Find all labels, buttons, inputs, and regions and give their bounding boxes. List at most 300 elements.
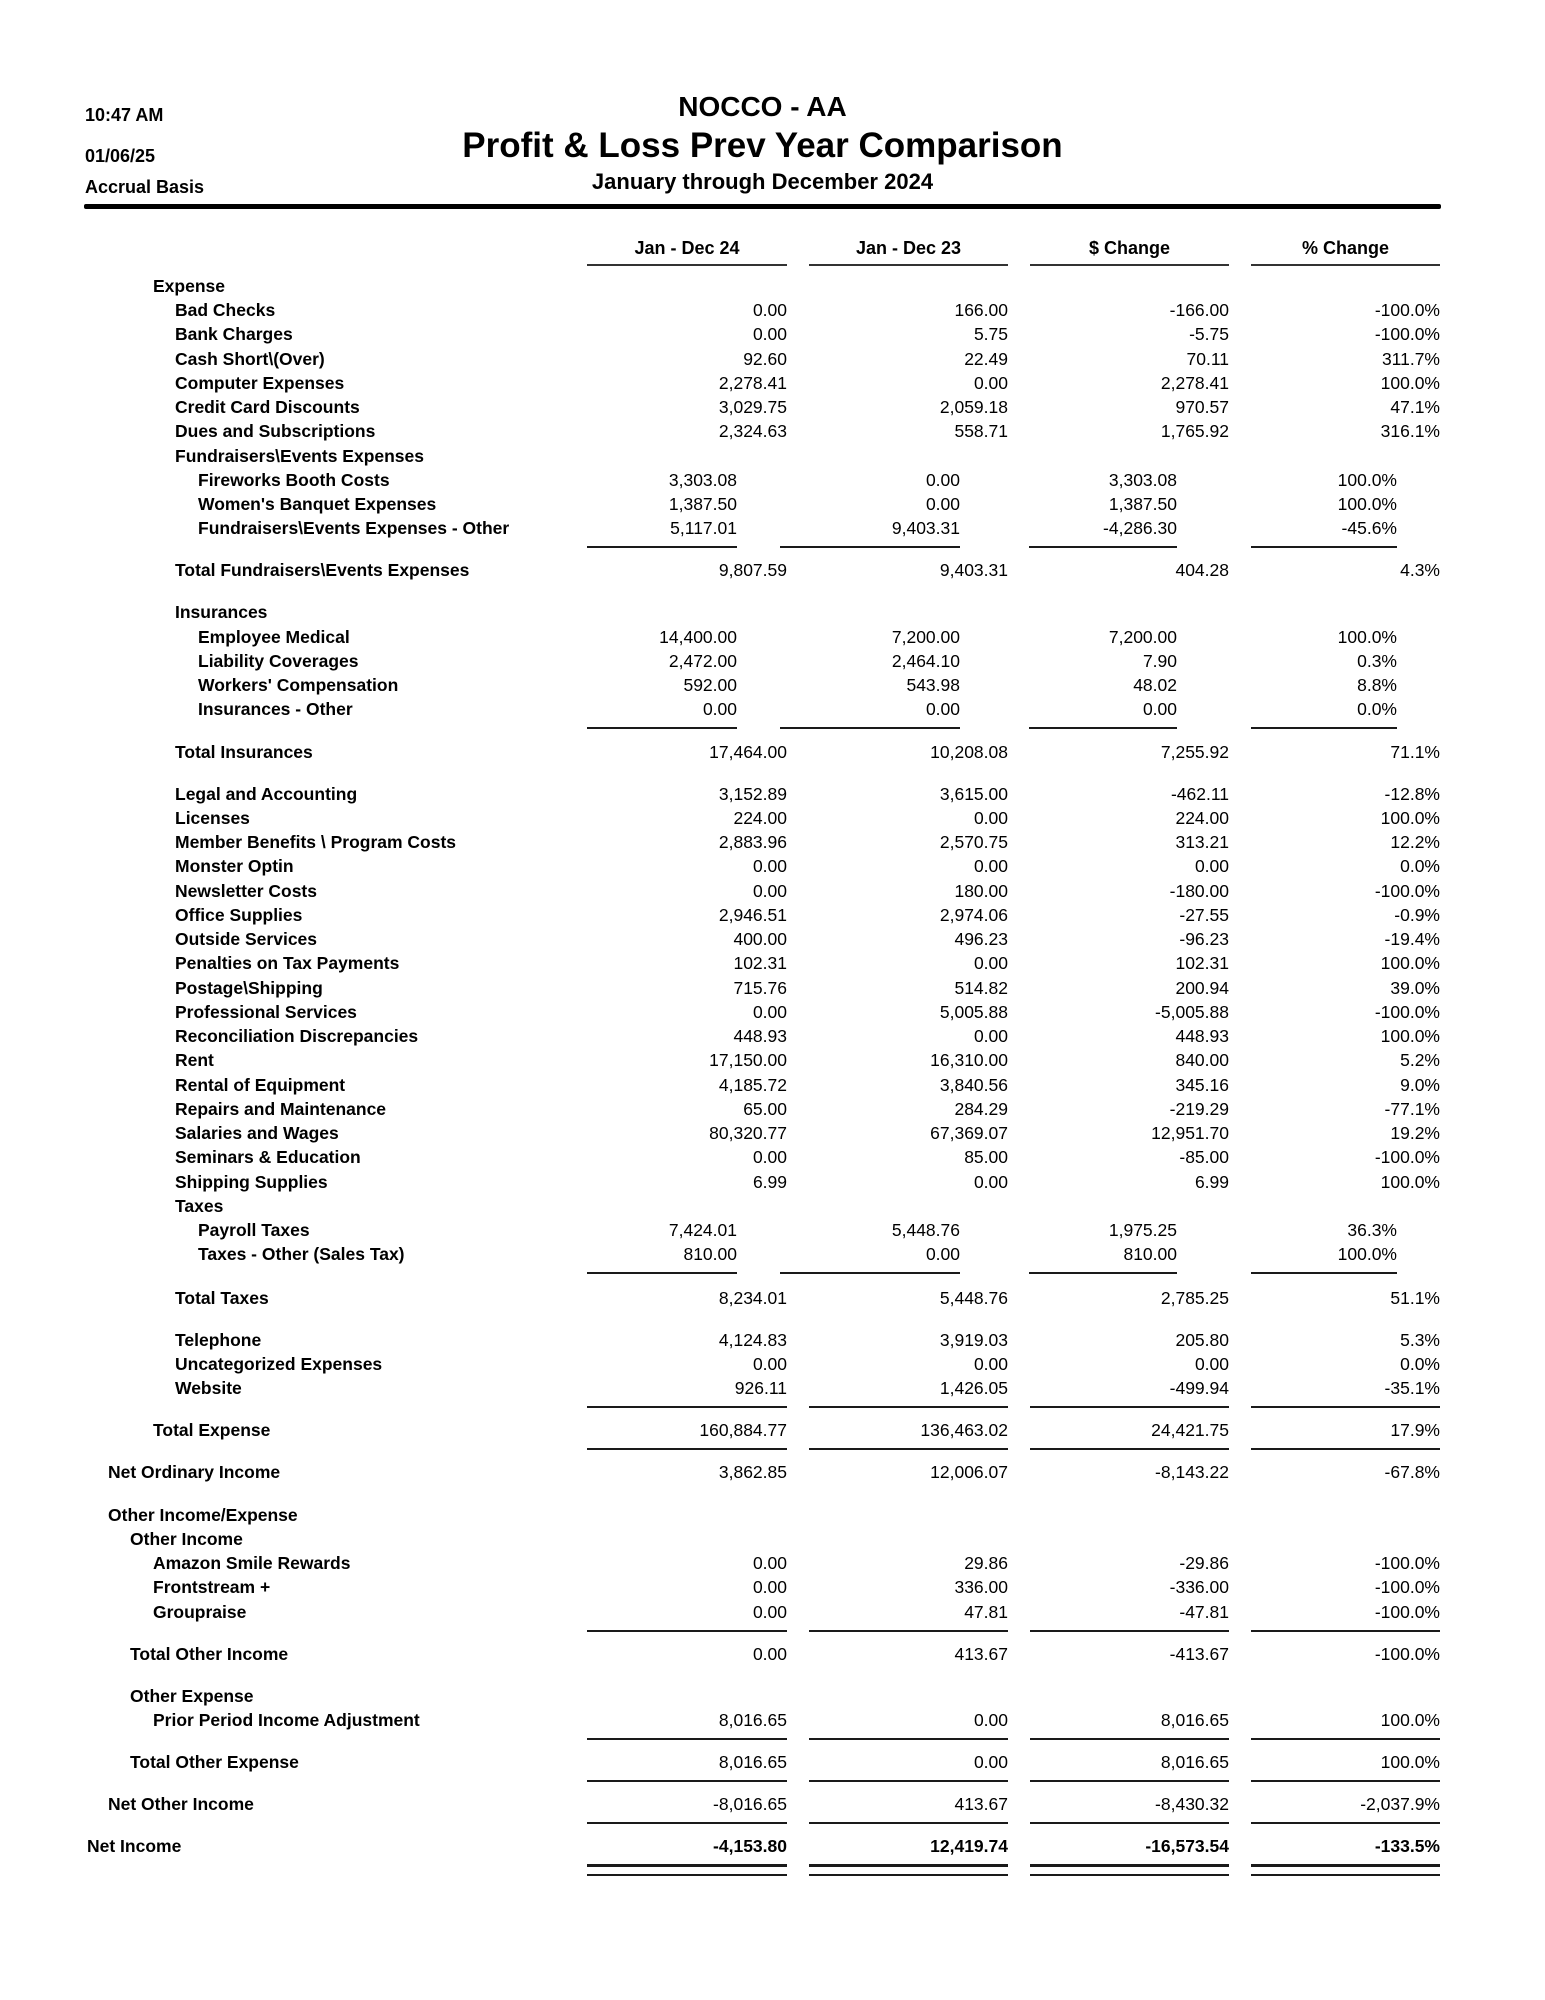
cell-jan-dec-24: 92.60 [743,349,787,369]
row-label: Telephone [175,1330,262,1350]
subtotal-underline [1251,1406,1440,1408]
cell-jan-dec-23: 166.00 [954,300,1008,320]
section-header-row [0,600,1545,624]
section-header-row [0,444,1545,468]
cell-percent-change: -2,037.9% [1360,1794,1440,1814]
cell-jan-dec-23: 0.00 [973,1172,1008,1192]
cell-percent-change: 12.2% [1390,832,1440,852]
row-label: Amazon Smile Rewards [153,1553,351,1573]
cell-jan-dec-24: 102.31 [733,953,787,973]
cell-jan-dec-24: 5,117.01 [670,518,737,538]
report-row [0,673,1545,697]
cell-jan-dec-23: 47.81 [964,1602,1008,1622]
subtotal-underline [587,1448,787,1450]
cell-jan-dec-23: 1,426.05 [939,1378,1008,1398]
subtotal-underline [1251,1630,1440,1632]
cell-jan-dec-24: 0.00 [752,1553,787,1573]
cell-percent-change: 36.3% [1347,1220,1397,1240]
row-label: Women's Banquet Expenses [198,494,437,514]
cell-dollar-change: 102.31 [1175,953,1229,973]
cell-dollar-change: -413.67 [1169,1644,1229,1664]
cell-jan-dec-24: 9,807.59 [718,560,787,580]
section-header-row [0,274,1545,298]
report-row [0,1145,1545,1169]
row-label: Prior Period Income Adjustment [153,1710,420,1730]
cell-jan-dec-23: 2,464.10 [891,651,960,671]
cell-jan-dec-24: 0.00 [752,1602,787,1622]
cell-percent-change: -100.0% [1374,1644,1440,1664]
cell-jan-dec-23: 85.00 [964,1147,1008,1167]
cell-jan-dec-24: 0.00 [752,1354,787,1374]
subtotal-underline [587,1630,787,1632]
report-row [0,395,1545,419]
cell-jan-dec-24: 7,424.01 [668,1220,737,1240]
cell-jan-dec-24: 65.00 [743,1099,787,1119]
cell-dollar-change: 24,421.75 [1151,1420,1229,1440]
cell-jan-dec-24: 8,016.65 [718,1752,787,1772]
row-label: Fireworks Booth Costs [198,470,390,490]
cell-percent-change: 71.1% [1390,742,1440,762]
cell-dollar-change: -16,573.54 [1145,1836,1229,1856]
cell-percent-change: -77.1% [1384,1099,1440,1119]
report-date: 01/06/25 [85,146,156,166]
report-row [0,1286,1545,1310]
row-label: Uncategorized Expenses [175,1354,383,1374]
cell-dollar-change: 970.57 [1175,397,1229,417]
column-header-underline [809,264,1008,266]
row-label: Expense [153,276,225,296]
row-label: Newsletter Costs [175,881,317,901]
row-label: Salaries and Wages [175,1123,339,1143]
cell-jan-dec-24: 4,185.72 [718,1075,787,1095]
cell-jan-dec-24: 17,150.00 [709,1050,787,1070]
row-label: Member Benefits \ Program Costs [175,832,457,852]
report-row [0,1218,1545,1242]
report-row [0,468,1545,492]
cell-jan-dec-24: 0.00 [752,1147,787,1167]
cell-jan-dec-23: 2,059.18 [939,397,1008,417]
cell-jan-dec-23: 0.00 [973,373,1008,393]
row-label: Frontstream + [153,1577,271,1597]
report-row [0,903,1545,927]
report-row [0,1600,1545,1624]
subtotal-underline [587,1822,787,1824]
row-label: Other Expense [130,1686,254,1706]
cell-dollar-change: 6.99 [1194,1172,1229,1192]
cell-jan-dec-23: 514.82 [954,978,1008,998]
cell-jan-dec-23: 0.00 [973,1354,1008,1374]
cell-jan-dec-23: 558.71 [954,421,1008,441]
subtotal-underline [809,1448,1008,1450]
column-header-dollar-change: $ Change [1088,238,1171,258]
double-underline [587,1874,787,1876]
section-header-row [0,1194,1545,1218]
row-label: Employee Medical [198,627,350,647]
cell-dollar-change: 0.00 [1142,699,1177,719]
cell-jan-dec-24: 2,472.00 [668,651,737,671]
subtotal-underline [587,546,737,548]
cell-dollar-change: 404.28 [1175,560,1229,580]
row-label: Bank Charges [175,324,293,344]
row-label: Fundraisers\Events Expenses - Other [198,518,510,538]
row-label: Total Other Income [130,1644,289,1664]
cell-percent-change: 0.0% [1400,856,1440,876]
section-header-row [0,1503,1545,1527]
subtotal-underline [1030,1822,1229,1824]
report-row [0,419,1545,443]
row-label: Rental of Equipment [175,1075,346,1095]
row-label: Computer Expenses [175,373,345,393]
report-row [0,1418,1545,1442]
row-label: Taxes [175,1196,224,1216]
subtotal-underline [1029,727,1177,729]
double-underline [1251,1874,1440,1876]
row-label: Net Ordinary Income [108,1462,281,1482]
cell-jan-dec-23: 5,448.76 [939,1288,1008,1308]
cell-jan-dec-24: 3,862.85 [718,1462,787,1482]
cell-jan-dec-24: 448.93 [733,1026,787,1046]
cell-percent-change: -12.8% [1384,784,1440,804]
cell-percent-change: 100.0% [1380,1752,1440,1772]
cell-dollar-change: -47.81 [1179,1602,1229,1622]
cell-jan-dec-23: 0.00 [925,494,960,514]
cell-dollar-change: 345.16 [1175,1075,1229,1095]
subtotal-underline [1029,546,1177,548]
cell-jan-dec-24: 0.00 [752,1644,787,1664]
cell-jan-dec-23: 9,403.31 [891,518,960,538]
cell-jan-dec-24: -4,153.80 [713,1836,787,1856]
row-label: Rent [175,1050,214,1070]
cell-jan-dec-23: 5.75 [973,324,1008,344]
row-label: Repairs and Maintenance [175,1099,387,1119]
cell-dollar-change: -29.86 [1179,1553,1229,1573]
cell-jan-dec-23: 3,840.56 [939,1075,1008,1095]
cell-jan-dec-24: 0.00 [752,324,787,344]
column-header-jan-dec-23: Jan - Dec 23 [855,238,962,258]
column-header-underline [587,264,787,266]
cell-percent-change: 100.0% [1380,1172,1440,1192]
cell-jan-dec-23: 543.98 [906,675,960,695]
cell-dollar-change: 313.21 [1175,832,1229,852]
cell-percent-change: 100.0% [1380,373,1440,393]
cell-jan-dec-24: 3,152.89 [718,784,787,804]
cell-dollar-change: 810.00 [1123,1244,1177,1264]
cell-dollar-change: -5,005.88 [1155,1002,1229,1022]
cell-dollar-change: 205.80 [1175,1330,1229,1350]
subtotal-underline [587,727,737,729]
row-label: Licenses [175,808,250,828]
double-underline [809,1864,1008,1867]
cell-dollar-change: 224.00 [1175,808,1229,828]
cell-percent-change: 5.3% [1400,1330,1440,1350]
subtotal-underline [1251,1822,1440,1824]
cell-percent-change: 100.0% [1380,808,1440,828]
cell-dollar-change: -96.23 [1179,929,1229,949]
cell-dollar-change: 840.00 [1175,1050,1229,1070]
subtotal-underline [1251,1272,1397,1274]
cell-dollar-change: -27.55 [1179,905,1229,925]
cell-jan-dec-24: 8,016.65 [718,1710,787,1730]
cell-jan-dec-24: 3,303.08 [668,470,737,490]
row-label: Postage\Shipping [175,978,323,998]
cell-percent-change: -100.0% [1374,324,1440,344]
cell-jan-dec-23: 5,005.88 [939,1002,1008,1022]
report-row [0,1642,1545,1666]
column-header-jan-dec-24: Jan - Dec 24 [634,238,740,258]
row-label: Insurances [175,602,268,622]
report-basis: Accrual Basis [85,177,205,197]
report-row [0,1097,1545,1121]
row-label: Payroll Taxes [198,1220,310,1240]
row-label: Fundraisers\Events Expenses [175,446,424,466]
cell-jan-dec-23: 136,463.02 [920,1420,1008,1440]
cell-dollar-change: -462.11 [1170,784,1229,804]
report-row [0,516,1545,540]
cell-percent-change: -100.0% [1374,1002,1440,1022]
cell-jan-dec-23: 336.00 [954,1577,1008,1597]
cell-dollar-change: -8,430.32 [1155,1794,1229,1814]
cell-jan-dec-24: 0.00 [752,1577,787,1597]
report-row [0,1750,1545,1774]
cell-dollar-change: 2,278.41 [1160,373,1229,393]
company-name: NOCCO - AA [678,91,847,122]
cell-percent-change: -100.0% [1374,881,1440,901]
row-label: Professional Services [175,1002,357,1022]
report-title: Profit & Loss Prev Year Comparison [462,126,1063,165]
cell-dollar-change: 70.11 [1186,349,1229,369]
cell-percent-change: -35.1% [1384,1378,1440,1398]
cell-jan-dec-24: 2,883.96 [718,832,787,852]
report-row [0,649,1545,673]
cell-jan-dec-24: 4,124.83 [718,1330,787,1350]
cell-jan-dec-23: 2,974.06 [939,905,1008,925]
cell-jan-dec-23: 0.00 [973,808,1008,828]
cell-jan-dec-24: 926.11 [734,1378,787,1398]
subtotal-underline [780,727,960,729]
cell-jan-dec-23: 0.00 [973,1026,1008,1046]
cell-dollar-change: -336.00 [1169,1577,1229,1597]
report-period: January through December 2024 [591,169,934,194]
subtotal-underline [1030,1738,1229,1740]
cell-dollar-change: -180.00 [1169,881,1229,901]
row-label: Net Other Income [108,1794,254,1814]
section-header-row [0,1684,1545,1708]
cell-jan-dec-24: 715.76 [733,978,787,998]
cell-jan-dec-24: 3,029.75 [718,397,787,417]
cell-jan-dec-23: 7,200.00 [891,627,960,647]
cell-dollar-change: 7.90 [1142,651,1177,671]
cell-dollar-change: -4,286.30 [1103,518,1177,538]
report-row [0,1024,1545,1048]
report-row [0,558,1545,582]
report-row [0,1121,1545,1145]
cell-dollar-change: 7,255.92 [1160,742,1229,762]
cell-jan-dec-23: 12,006.07 [930,1462,1008,1482]
cell-jan-dec-24: 14,400.00 [659,627,737,647]
cell-dollar-change: 1,765.92 [1160,421,1229,441]
cell-jan-dec-24: 160,884.77 [699,1420,787,1440]
header-rule [84,204,1441,209]
subtotal-underline [809,1630,1008,1632]
cell-percent-change: 4.3% [1400,560,1440,580]
cell-jan-dec-23: 284.29 [954,1099,1008,1119]
cell-percent-change: -100.0% [1374,1553,1440,1573]
report-row [0,1242,1545,1266]
cell-jan-dec-23: 413.67 [954,1644,1008,1664]
report-row [0,879,1545,903]
subtotal-underline [587,1272,737,1274]
cell-jan-dec-23: 0.00 [925,699,960,719]
subtotal-underline [587,1738,787,1740]
report-row [0,298,1545,322]
cell-percent-change: 100.0% [1337,627,1397,647]
report-row [0,782,1545,806]
report-row [0,854,1545,878]
double-underline [809,1874,1008,1876]
report-row [0,1048,1545,1072]
row-label: Outside Services [175,929,318,949]
cell-jan-dec-23: 0.00 [973,856,1008,876]
cell-percent-change: 0.0% [1357,699,1397,719]
row-label: Total Insurances [175,742,313,762]
row-label: Insurances - Other [198,699,353,719]
cell-percent-change: -100.0% [1374,300,1440,320]
cell-percent-change: 0.0% [1400,1354,1440,1374]
cell-jan-dec-23: 3,615.00 [939,784,1008,804]
cell-percent-change: -100.0% [1374,1602,1440,1622]
subtotal-underline [1030,1448,1229,1450]
cell-dollar-change: 200.94 [1175,978,1229,998]
subtotal-underline [1251,546,1397,548]
cell-jan-dec-24: 0.00 [702,699,737,719]
subtotal-underline [1029,1272,1177,1274]
cell-percent-change: 9.0% [1400,1075,1440,1095]
cell-jan-dec-23: 12,419.74 [930,1836,1008,1856]
report-row [0,492,1545,516]
cell-percent-change: 51.1% [1390,1288,1440,1308]
cell-dollar-change: -8,143.22 [1155,1462,1229,1482]
cell-dollar-change: -219.29 [1169,1099,1229,1119]
report-row [0,1575,1545,1599]
subtotal-underline [587,1406,787,1408]
cell-jan-dec-23: 496.23 [954,929,1008,949]
report-row [0,1551,1545,1575]
row-label: Penalties on Tax Payments [175,953,400,973]
cell-dollar-change: 7,200.00 [1108,627,1177,647]
row-label: Taxes - Other (Sales Tax) [198,1244,405,1264]
report-row [0,1352,1545,1376]
report-row [0,1328,1545,1352]
cell-jan-dec-23: 3,919.03 [939,1330,1008,1350]
row-label: Other Income [130,1529,243,1549]
cell-dollar-change: 8,016.65 [1160,1710,1229,1730]
report-row [0,1834,1545,1858]
cell-percent-change: 100.0% [1337,470,1397,490]
row-label: Seminars & Education [175,1147,361,1167]
report-row [0,951,1545,975]
double-underline [587,1864,787,1867]
cell-jan-dec-23: 180.00 [954,881,1008,901]
report-row [0,697,1545,721]
cell-dollar-change: 3,303.08 [1108,470,1177,490]
cell-percent-change: 17.9% [1390,1420,1440,1440]
report-row [0,1708,1545,1732]
cell-jan-dec-24: 0.00 [752,856,787,876]
row-label: Cash Short\(Over) [175,349,325,369]
section-header-row [0,1527,1545,1551]
double-underline [1251,1864,1440,1867]
cell-percent-change: -45.6% [1341,518,1397,538]
report-row [0,1460,1545,1484]
row-label: Net Income [87,1836,182,1856]
row-label: Office Supplies [175,905,303,925]
cell-jan-dec-23: 0.00 [925,1244,960,1264]
subtotal-underline [809,1780,1008,1782]
report-row [0,976,1545,1000]
cell-jan-dec-23: 10,208.08 [930,742,1008,762]
subtotal-underline [780,1272,960,1274]
report-row [0,347,1545,371]
report-row [0,625,1545,649]
report-time: 10:47 AM [85,105,164,125]
cell-dollar-change: -85.00 [1179,1147,1229,1167]
cell-jan-dec-24: 8,234.01 [718,1288,787,1308]
row-label: Liability Coverages [198,651,359,671]
row-label: Bad Checks [175,300,276,320]
cell-jan-dec-23: 5,448.76 [891,1220,960,1240]
report-row [0,740,1545,764]
cell-jan-dec-23: 9,403.31 [939,560,1008,580]
cell-percent-change: -100.0% [1374,1577,1440,1597]
cell-percent-change: -133.5% [1374,1836,1440,1856]
column-header-underline [1251,264,1440,266]
report-row [0,371,1545,395]
cell-jan-dec-24: 2,324.63 [718,421,787,441]
cell-percent-change: 39.0% [1390,978,1440,998]
cell-dollar-change: 1,387.50 [1108,494,1177,514]
cell-jan-dec-23: 0.00 [973,953,1008,973]
subtotal-underline [1251,1738,1440,1740]
cell-jan-dec-24: -8,016.65 [713,1794,787,1814]
report-row [0,830,1545,854]
cell-percent-change: 19.2% [1390,1123,1440,1143]
cell-jan-dec-23: 2,570.75 [939,832,1008,852]
row-label: Other Income/Expense [108,1505,298,1525]
row-label: Website [175,1378,242,1398]
cell-dollar-change: 0.00 [1194,856,1229,876]
subtotal-underline [1251,727,1397,729]
row-label: Monster Optin [175,856,294,876]
cell-jan-dec-24: 80,320.77 [709,1123,787,1143]
cell-dollar-change: 448.93 [1175,1026,1229,1046]
cell-percent-change: 0.3% [1357,651,1397,671]
row-label: Legal and Accounting [175,784,358,804]
row-label: Groupraise [153,1602,247,1622]
cell-dollar-change: 48.02 [1133,675,1177,695]
cell-dollar-change: 8,016.65 [1160,1752,1229,1772]
cell-jan-dec-23: 0.00 [973,1752,1008,1772]
cell-jan-dec-24: 224.00 [733,808,787,828]
cell-jan-dec-23: 22.49 [964,349,1008,369]
cell-percent-change: -67.8% [1384,1462,1440,1482]
cell-dollar-change: -5.75 [1189,324,1229,344]
cell-jan-dec-23: 16,310.00 [930,1050,1008,1070]
cell-jan-dec-23: 29.86 [964,1553,1008,1573]
cell-jan-dec-24: 400.00 [733,929,787,949]
cell-dollar-change: 1,975.25 [1108,1220,1177,1240]
row-label: Dues and Subscriptions [175,421,376,441]
subtotal-underline [1251,1780,1440,1782]
